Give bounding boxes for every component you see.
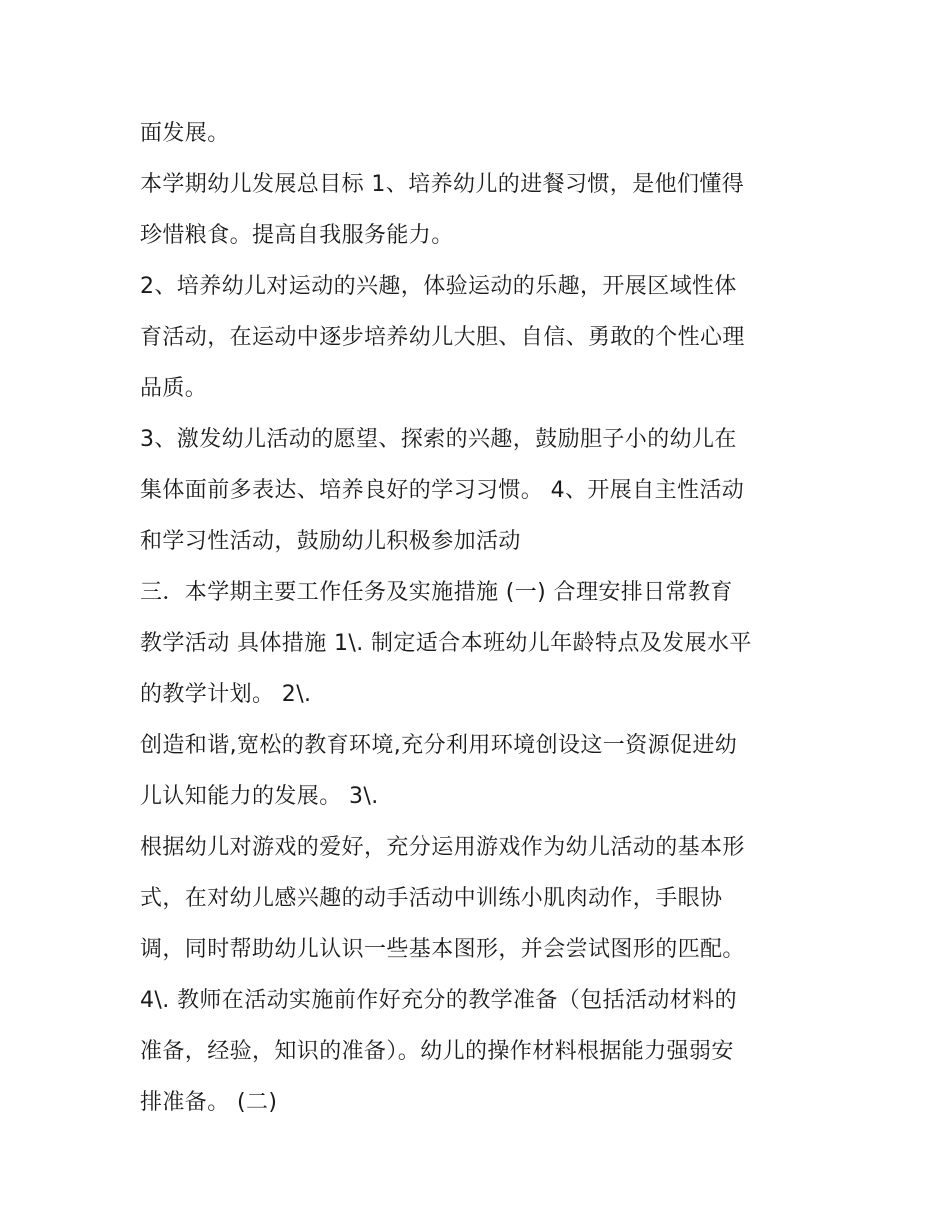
text-line: 儿认知能力的发展。 3\. [140, 784, 379, 809]
text-line: 2、培养幼儿对运动的兴趣，体验运动的乐趣，开展区域性体 [140, 274, 737, 299]
text-line: 式，在对幼儿感兴趣的动手活动中训练小肌肉动作，手眼协 [140, 886, 723, 911]
text-line: 创造和谐,宽松的教育环境,充分利用环境创设这一资源促进幼 [140, 733, 738, 758]
text-line: 排准备。 (二) [140, 1090, 278, 1115]
text-line: 品质。 [140, 376, 208, 401]
text-line: 面发展。 [140, 121, 230, 146]
text-line: 准备，经验，知识的准备）。幼儿的操作材料根据能力强弱安 [140, 1039, 734, 1064]
document-body [140, 108, 830, 1128]
text-line: 本学期幼儿发展总目标 1、培养幼儿的进餐习惯，是他们懂得 [140, 172, 745, 197]
text-line: 育活动，在运动中逐步培养幼儿大胆、自信、勇敢的个性心理 [140, 325, 745, 350]
text-line: 教学活动 具体措施 1\. 制定适合本班幼儿年龄特点及发展水平 [140, 631, 752, 656]
text-line: 4\. 教师在活动实施前作好充分的教学准备（包括活动材料的 [140, 988, 737, 1013]
text-line: 调，同时帮助幼儿认识一些基本图形，并会尝试图形的匹配。 [140, 937, 745, 962]
text-line: 集体面前多表达、培养良好的学习习惯。 4、开展自主性活动 [140, 478, 745, 503]
text-line: 和学习性活动，鼓励幼儿积极参加活动 [140, 529, 521, 554]
text-line: 珍惜粮食。提高自我服务能力。 [140, 223, 454, 248]
text-line: 3、激发幼儿活动的愿望、探索的兴趣，鼓励胆子小的幼儿在 [140, 427, 737, 452]
text-line: 三．本学期主要工作任务及实施措施 (一) 合理安排日常教育 [140, 580, 733, 605]
text-line: 的教学计划。 2\. [140, 682, 312, 707]
text-line: 根据幼儿对游戏的爱好，充分运用游戏作为幼儿活动的基本形 [140, 835, 745, 860]
